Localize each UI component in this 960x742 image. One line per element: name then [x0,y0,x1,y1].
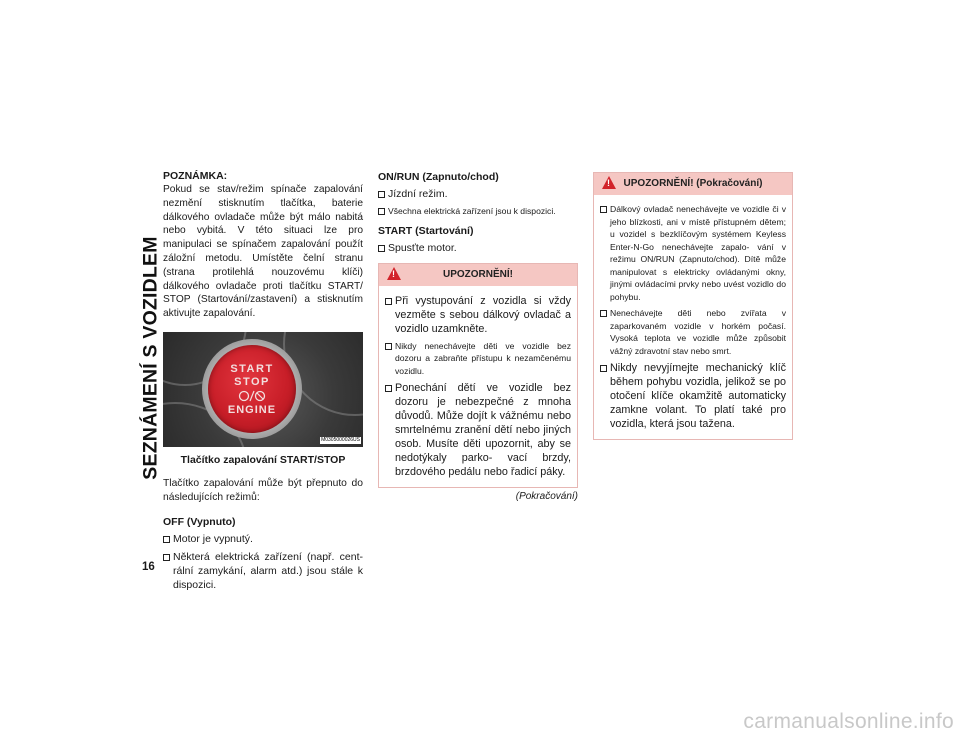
list-item: Jízdní režim. [378,187,578,201]
warning-list [600,203,786,431]
watermark: carmanualsonline.info [743,710,954,733]
column-1 [163,170,363,596]
list-item: Motor je vypnutý. [163,532,363,546]
list-item: Nenechávejte děti nebo zvířata v zaparkovaném vozidle v horkém počasí. Vysoká teplota ve vozidle může způsobit vážný zdravotní stav nebo smrt. [600,307,786,357]
ignition-symbols-icon [208,389,296,401]
start-heading: START (Startování) [378,224,474,237]
off-list [163,532,363,592]
warning-body [594,195,792,439]
warning-header [379,264,577,286]
figure-code: M0305000026US [321,436,360,443]
warning-list [385,294,571,480]
list-item: Spusťte motor. [378,241,578,255]
ignition-button-figure [163,332,363,447]
off-heading: OFF (Vypnuto) [163,515,236,528]
ignition-symbols-icon [237,390,267,402]
list-item: Nikdy nenechávejte děti ve vozidle bez dozoru a zabraňte přístupu k nezamčenému vozidlu. [385,340,571,378]
side-section-title: SEZNÁMENÍ S VOZIDLEM [139,235,162,480]
warning-title: UPOZORNĚNÍ! [443,268,513,280]
warning-triangle-icon [602,176,616,189]
column-3 [593,172,793,440]
on-run-list [378,187,578,218]
list-item: Některá elektrická zařízení (např. cent- rální zamykání, alarm atd.) jsou stále k dispozici. [163,550,363,592]
list-item: Ponechání dětí ve vozidle bez dozoru je nebezpečné z mnoha důvodů. Může dojít k vážnému nebo smrtelnému zranění dětí nebo jiných osob. Musíte děti upozornit, aby se nedotýkaly parko- vací brzdy, brzdového pedálu nebo řadicí páky. [385,381,571,479]
page-number: 16 [142,561,155,573]
warning-triangle-icon [387,267,401,280]
column-2 [378,170,578,503]
list-item: Nikdy nevyjímejte mechanický klíč během pohybu vozidla, jelikož se po otočení klíče okamžitě automaticky zamkne volant. To platí také pro vozidla, která jsou tažena. [600,361,786,431]
button-text-start: START [230,362,274,375]
on-run-heading: ON/RUN (Zapnuto/chod) [378,171,499,183]
start-stop-button [208,345,296,433]
warning-title: UPOZORNĚNÍ! (Pokračování) [623,178,763,189]
note-heading: POZNÁMKA: [163,170,228,182]
button-text-stop: STOP [234,375,270,388]
warning-body [379,286,577,488]
figure-caption: Tlačítko zapalování START/STOP [180,453,346,466]
start-list [378,241,578,255]
warning-header [594,173,792,195]
warning-box-continued [593,172,793,440]
list-item: Všechna elektrická zařízení jsou k dispozici. [378,205,578,218]
continued-note: (Pokračování) [515,491,578,502]
list-item: Dálkový ovladač nenechávejte ve vozidle či v jeho blízkosti, ani v místě přístupném dětem; u vozidel s bezklíčovým systémem Keyless Enter-N-Go nenechávejte zapalo- vání v režimu ON/RUN (Zapnuto/chod). Dítě může manipulovat s elektricky ovládanými okny, jinými ovládacími prvky nebo uvést vozidlo do pohybu. [600,203,786,303]
button-text-engine: ENGINE [227,403,277,416]
note-text: Pokud se stav/režim spínače zapalování nezmění stisknutím tlačítka, baterie dálkového ovladače může být málo nabitá nebo vybitá. V této situaci lze pro manipulaci se spínačem zapalování použít záložní metodu. Umístěte čelní stranu (strana protilehlá nouzovému klíči) dálkového ovladače proti tlačítku START/ STOP (Startování/zastavení) a stisknutím aktivujte zapalování. [163,184,363,320]
modes-intro: Tlačítko zapalování může být přepnuto do následujících režimů: [163,477,363,503]
list-item: Při vystupování z vozidla si vždy vezměte s sebou dálkový ovladač a vozidlo uzamkněte. [385,294,571,336]
warning-box [378,263,578,489]
